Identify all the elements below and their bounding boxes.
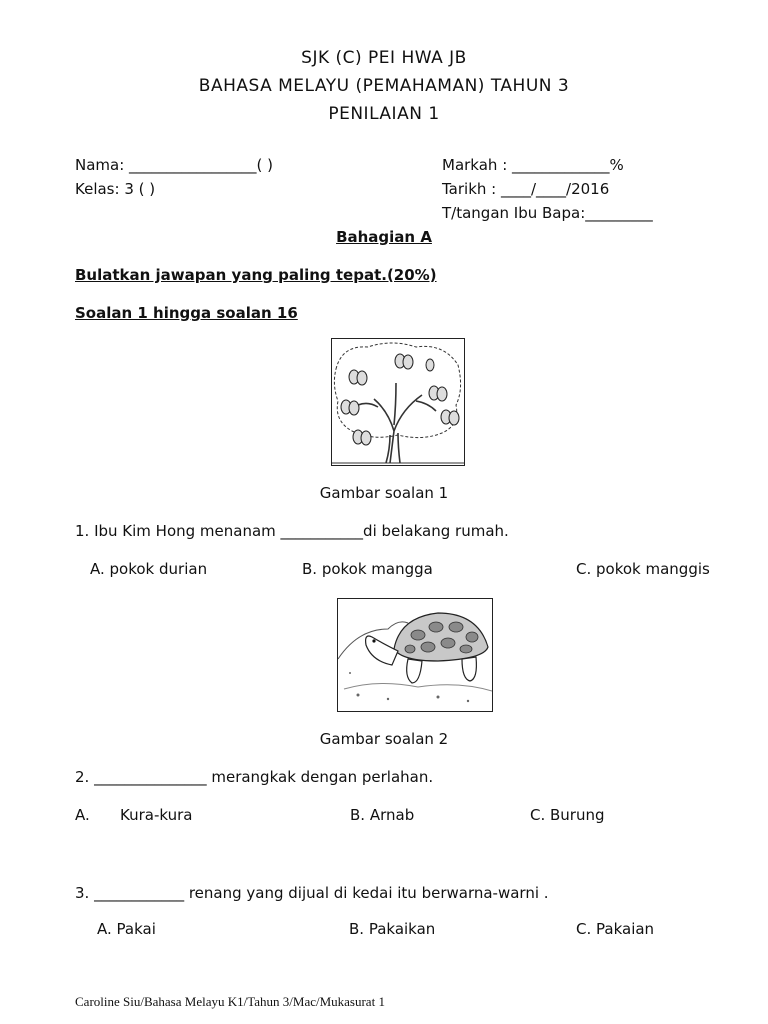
markah-field: Markah : _____________% (442, 156, 624, 174)
question-2-option-a[interactable]: Kura-kura (120, 806, 193, 824)
question-2-option-c[interactable]: C. Burung (530, 806, 605, 824)
assessment-title: PENILAIAN 1 (328, 104, 440, 124)
kelas-field: Kelas: 3 ( ) (75, 180, 156, 198)
section-instruction: Bulatkan jawapan yang paling tepat.(20%) (75, 266, 437, 284)
mango-tree-picture (331, 338, 465, 466)
question-2-option-b[interactable]: B. Arnab (350, 806, 415, 824)
picture-1-caption: Gambar soalan 1 (319, 484, 449, 502)
question-3-text: 3. ____________ renang yang dijual di kedai itu berwarna-warni . (75, 884, 549, 902)
tortoise-drawing (338, 599, 492, 711)
page-footer: Caroline Siu/Bahasa Melayu K1/Tahun 3/Mac/Mukasurat 1 (75, 994, 385, 1009)
school-name: SJK (C) PEI HWA JB (301, 48, 467, 68)
tarikh-field: Tarikh : ____/____/2016 (442, 180, 610, 198)
section-title: Bahagian A (336, 228, 432, 246)
subject-title: BAHASA MELAYU (PEMAHAMAN) TAHUN 3 (198, 76, 570, 96)
question-3-option-c[interactable]: C. Pakaian (576, 920, 655, 938)
question-2-option-a-letter[interactable]: A. (75, 806, 90, 824)
question-1-option-b[interactable]: B. pokok mangga (302, 560, 433, 578)
picture-2-caption: Gambar soalan 2 (319, 730, 449, 748)
nama-field: Nama: _________________( ) (75, 156, 274, 174)
tortoise-picture (337, 598, 493, 712)
question-range: Soalan 1 hingga soalan 16 (75, 304, 298, 322)
question-1-option-a[interactable]: A. pokok durian (90, 560, 208, 578)
question-3-option-a[interactable]: A. Pakai (97, 920, 156, 938)
mango-tree-drawing (332, 339, 464, 465)
question-1-option-c[interactable]: C. pokok manggis (576, 560, 710, 578)
question-1-text: 1. Ibu Kim Hong menanam ___________di belakang rumah. (75, 522, 509, 540)
question-2-text: 2. _______________ merangkak dengan perlahan. (75, 768, 434, 786)
question-3-option-b[interactable]: B. Pakaikan (349, 920, 436, 938)
signature-field: T/tangan Ibu Bapa:_________ (442, 204, 653, 222)
